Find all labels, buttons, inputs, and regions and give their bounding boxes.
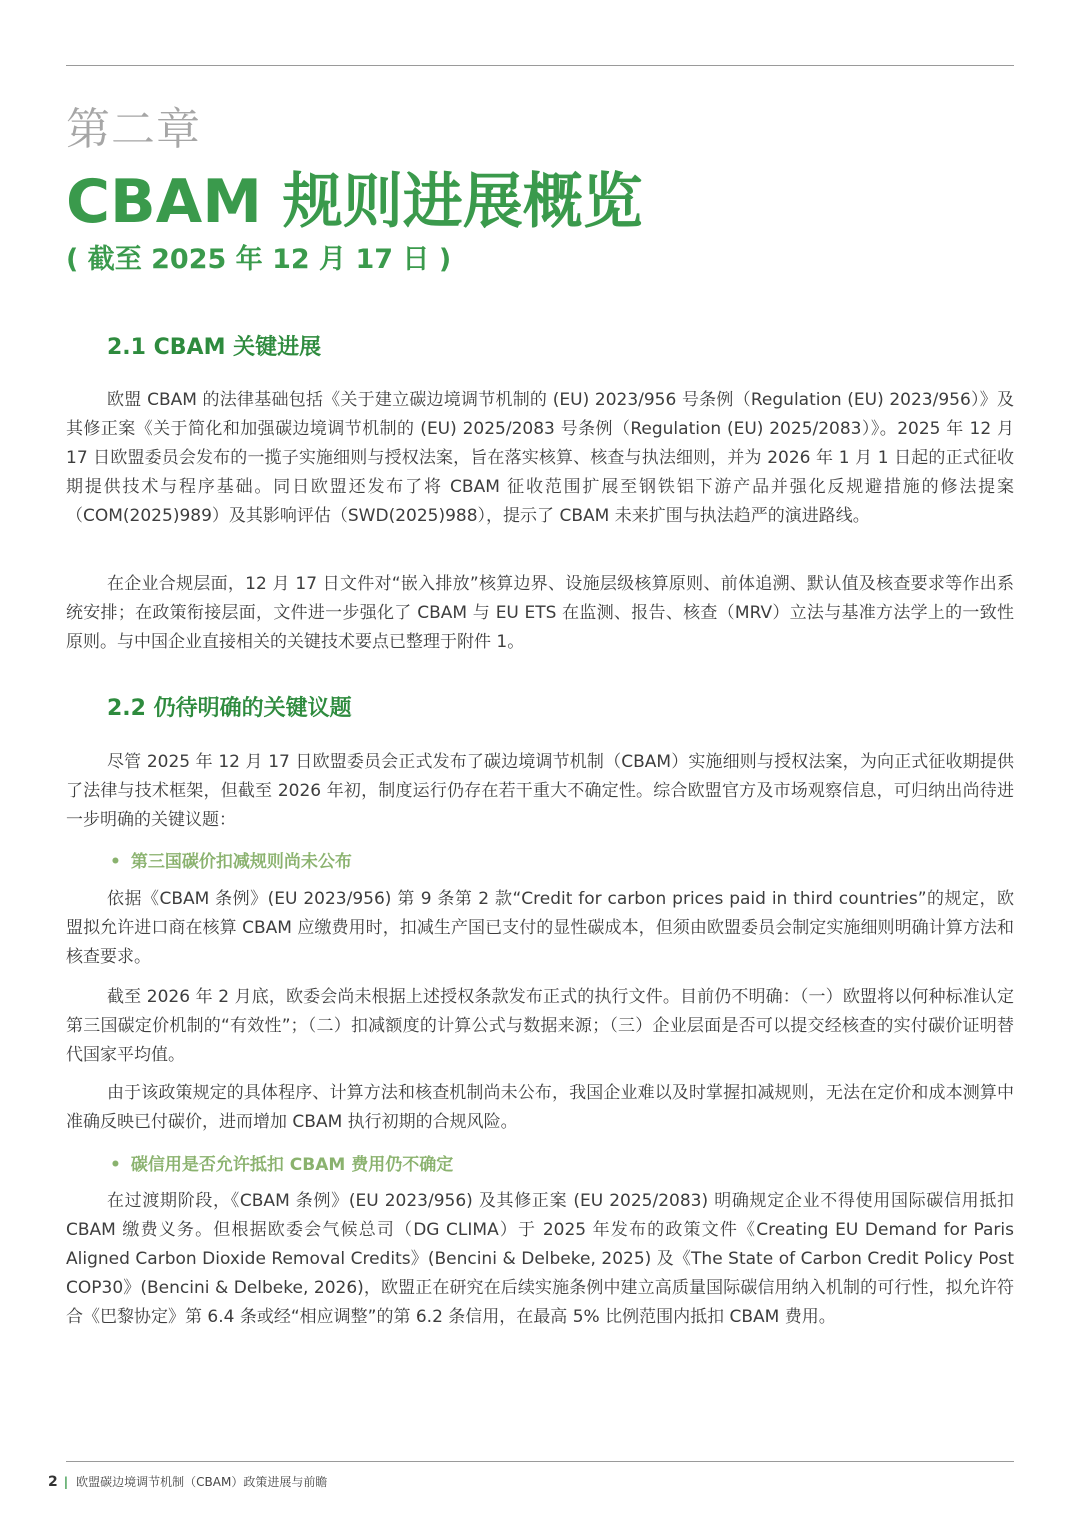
bullet-1-paragraph-3: 由于该政策规定的具体程序、计算方法和核查机制尚未公布，我国企业难以及时掌握扣减规则，无法在定价和成本测算中准确反映已付碳价，进而增加 CBAM 执行初期的合规风险。 [66,1083,1014,1132]
bullet-2-title [110,1151,453,1179]
date-note: ( 截至 2025 年 12 月 17 日 ) [66,244,452,275]
bottom-rule [66,1461,1014,1462]
bullet-2-paragraph-1: 在过渡期阶段，《CBAM 条例》(EU 2023/956) 及其修正案 (EU 2025/2083) 明确规定企业不得使用国际碳信用抵扣 CBAM 缴费义务。但根据欧委会气候总司（DG CLIMA）于 2025 年发布的政策文件《Creating EU Demand for Paris Aligned Carbon Dioxide Removal Credits》(Bencini & Delbeke, 2025) 及《The State of Carbon Credit Policy Post COP30》(Bencini & Delbeke, 2026)，欧盟正在研究在后续实施条例中建立高质量国际碳信用纳入机制的可行性，拟允许符合《巴黎协定》第 6.4 条或经“相应调整”的第 6.2 条信用，在最高 5% 比例范围内抵扣 CBAM 费用。 [66,1191,1014,1327]
bullet-1-paragraph-1: 依据《CBAM 条例》(EU 2023/956) 第 9 条第 2 款“Credit for carbon prices paid in third countries”的规定，欧盟拟允许进口商在核算 CBAM 应缴费用时，扣减生产国已支付的显性碳成本，但须由欧盟委员会制定实施细则明确计算方法和核查要求。 [66,889,1014,967]
page-number: 2 [48,1474,58,1490]
page-footer [48,1472,327,1492]
bullet-dot-icon: • [110,852,121,872]
section-2-2-intro: 尽管 2025 年 12 月 17 日欧盟委员会正式发布了碳边境调节机制（CBAM）实施细则与授权法案，为向正式征收期提供了法律与技术框架，但截至 2026 年初，制度运行仍存在若干重大不确定性。综合欧盟官方及市场观察信息，可归纳出尚待进一步明确的关键议题： [66,752,1014,830]
top-rule [66,65,1014,66]
footer-doc-title: 欧盟碳边境调节机制（CBAM）政策进展与前瞻 [76,1475,328,1489]
bullet-dot-icon: • [110,1155,121,1175]
section-2-1-heading: 2.1 CBAM 关键进展 [107,335,322,360]
bullet-2-label: 碳信用是否允许抵扣 CBAM 费用仍不确定 [130,1155,454,1175]
chapter-label: 第二章 [66,104,201,155]
footer-separator: | [63,1475,69,1489]
page-title: CBAM 规则进展概览 [66,167,643,237]
section-2-1-paragraph-2: 在企业合规层面，12 月 17 日文件对“嵌入排放”核算边界、设施层级核算原则、前体追溯、默认值及核查要求等作出系统安排；在政策衔接层面，文件进一步强化了 CBAM 与 EU ETS 在监测、报告、核查（MRV）立法与基准方法学上的一致性原则。与中国企业直接相关的关键技术要点已整理于附件 1。 [66,574,1014,652]
section-2-1-paragraph-1: 欧盟 CBAM 的法律基础包括《关于建立碳边境调节机制的 (EU) 2023/956 号条例（Regulation (EU) 2023/956）》及其修正案《关于简化和加强碳边境调节机制的 (EU) 2025/2083 号条例（Regulation (EU) 2025/2083）》。2025 年 12 月 17 日欧盟委员会发布的一揽子实施细则与授权法案，旨在落实核算、核查与执法细则，并为 2026 年 1 月 1 日起的正式征收期提供技术与程序基础。同日欧盟还发布了将 CBAM 征收范围扩展至钢铁铝下游产品并强化反规避措施的修法提案（COM(2025)989）及其影响评估（SWD(2025)988），提示了 CBAM 未来扩围与执法趋严的演进路线。 [66,390,1014,526]
bullet-1-paragraph-2: 截至 2026 年 2 月底，欧委会尚未根据上述授权条款发布正式的执行文件。目前仍不明确：（一）欧盟将以何种标准认定第三国碳定价机制的“有效性”；（二）扣减额度的计算公式与数据来源；（三）企业层面是否可以提交经核查的实付碳价证明替代国家平均值。 [66,987,1014,1065]
bullet-1-title [110,848,352,876]
section-2-2-heading: 2.2 仍待明确的关键议题 [107,696,352,721]
bullet-1-label: 第三国碳价扣减规则尚未公布 [130,852,352,872]
